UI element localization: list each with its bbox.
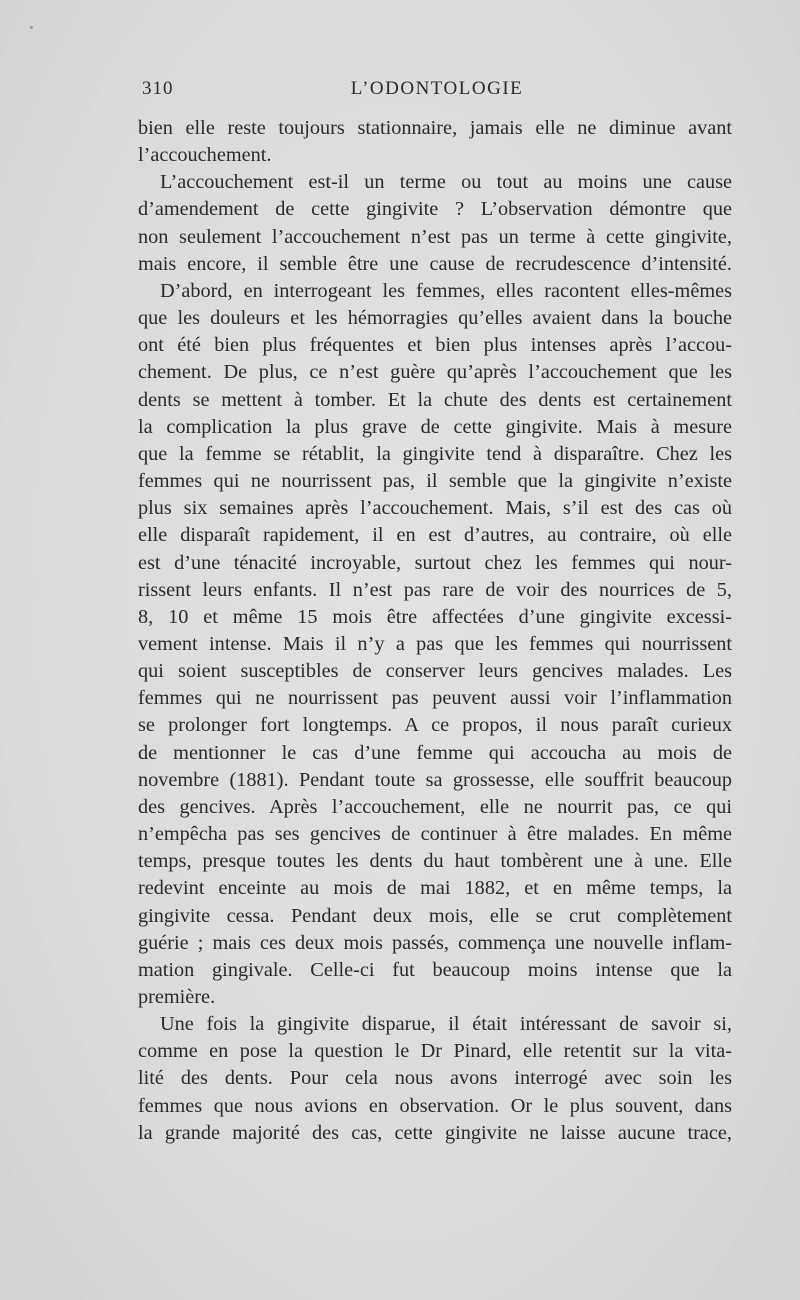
page-speck <box>30 26 33 29</box>
text-line: première. <box>138 986 216 1008</box>
text-line: des gencives. Après l’accouchement, elle ne nourrit pas, ce qui <box>138 795 732 818</box>
running-head: L’ODONTOLOGIE <box>350 78 524 99</box>
text-line: novembre (1881). Pendant toute sa grossesse, elle souffrit beaucoup <box>138 768 732 791</box>
text-line: dents se mettent à tomber. Et la chute des dents est certainement <box>138 388 732 411</box>
text-line: comme en pose la question le Dr Pinard, elle retentit sur la vita- <box>138 1040 732 1063</box>
text-line: est d’une ténacité incroyable, surtout chez les femmes qui nour- <box>138 551 732 574</box>
text-line: chement. De plus, ce n’est guère qu’après l’accouchement que les <box>138 361 732 384</box>
text-line: lité des dents. Pour cela nous avons interrogé avec soin les <box>138 1067 732 1090</box>
text-line: femmes qui ne nourrissent pas peuvent aussi voir l’inflammation <box>138 687 732 710</box>
text-line: d’amendement de cette gingivite ? L’observation démontre que <box>138 198 732 221</box>
paragraph <box>138 278 732 1011</box>
page-number: 310 <box>142 78 174 99</box>
text-line: que les douleurs et les hémorragies qu’elles avaient dans la bouche <box>138 307 732 330</box>
text-line: se prolonger fort longtemps. A ce propos, il nous paraît curieux <box>138 714 732 737</box>
text-line: 8, 10 et même 15 mois être affectées d’une gingivite excessi- <box>138 605 732 628</box>
text-line: la grande majorité des cas, cette gingivite ne laisse aucune trace, <box>138 1121 732 1144</box>
paragraph <box>138 115 732 169</box>
text-line: femmes que nous avions en observation. Or le plus souvent, dans <box>138 1094 732 1117</box>
page-header <box>142 78 732 104</box>
text-line: qui soient susceptibles de conserver leurs gencives malades. Les <box>138 660 732 683</box>
text-line: l’accouchement. <box>138 144 272 167</box>
paragraph <box>138 1011 732 1147</box>
text-line: temps, presque toutes les dents du haut tombèrent une à une. Elle <box>138 850 732 873</box>
text-line: gingivite cessa. Pendant deux mois, elle se crut complètement <box>138 904 732 927</box>
text-line: que la femme se rétablit, la gingivite tend à disparaître. Chez les <box>138 442 732 465</box>
text-line: mation gingivale. Celle-ci fut beaucoup moins intense que la <box>138 958 732 981</box>
text-line: D’abord, en interrogeant les femmes, elles racontent elles-mêmes <box>160 279 732 302</box>
text-line: non seulement l’accouchement n’est pas un terme à cette gingivite, <box>138 225 732 248</box>
text-line: de mentionner le cas d’une femme qui accoucha au mois de <box>138 741 732 764</box>
text-line: la complication la plus grave de cette gingivite. Mais à mesure <box>138 415 732 438</box>
text-line: plus six semaines après l’accouchement. Mais, s’il est des cas où <box>138 497 732 520</box>
text-line: vement intense. Mais il n’y a pas que les femmes qui nourrissent <box>138 632 732 655</box>
text-line: ont été bien plus fréquentes et bien plus intenses après l’accou- <box>138 334 732 357</box>
text-line: femmes qui ne nourrissent pas, il semble que la gingivite n’existe <box>138 470 732 493</box>
text-line: bien elle reste toujours stationnaire, jamais elle ne diminue avant <box>138 117 732 139</box>
text-line: n’empêcha pas ses gencives de continuer à être malades. En même <box>138 823 732 846</box>
text-line: rissent leurs enfants. Il n’est pas rare de voir des nourrices de 5, <box>138 578 732 601</box>
text-line: redevint enceinte au mois de mai 1882, et en même temps, la <box>138 877 732 900</box>
text-line: elle disparaît rapidement, il en est d’autres, au contraire, où elle <box>138 524 732 547</box>
body-text <box>138 115 732 1147</box>
text-line: mais encore, il semble être une cause de recrudescence d’intensité. <box>138 252 732 275</box>
paragraph <box>138 169 732 278</box>
text-line: guérie ; mais ces deux mois passés, commença une nouvelle inflam- <box>138 931 732 954</box>
text-line: L’accouchement est-il un terme ou tout au moins une cause <box>160 171 732 194</box>
text-line: Une fois la gingivite disparue, il était intéressant de savoir si, <box>160 1013 732 1036</box>
